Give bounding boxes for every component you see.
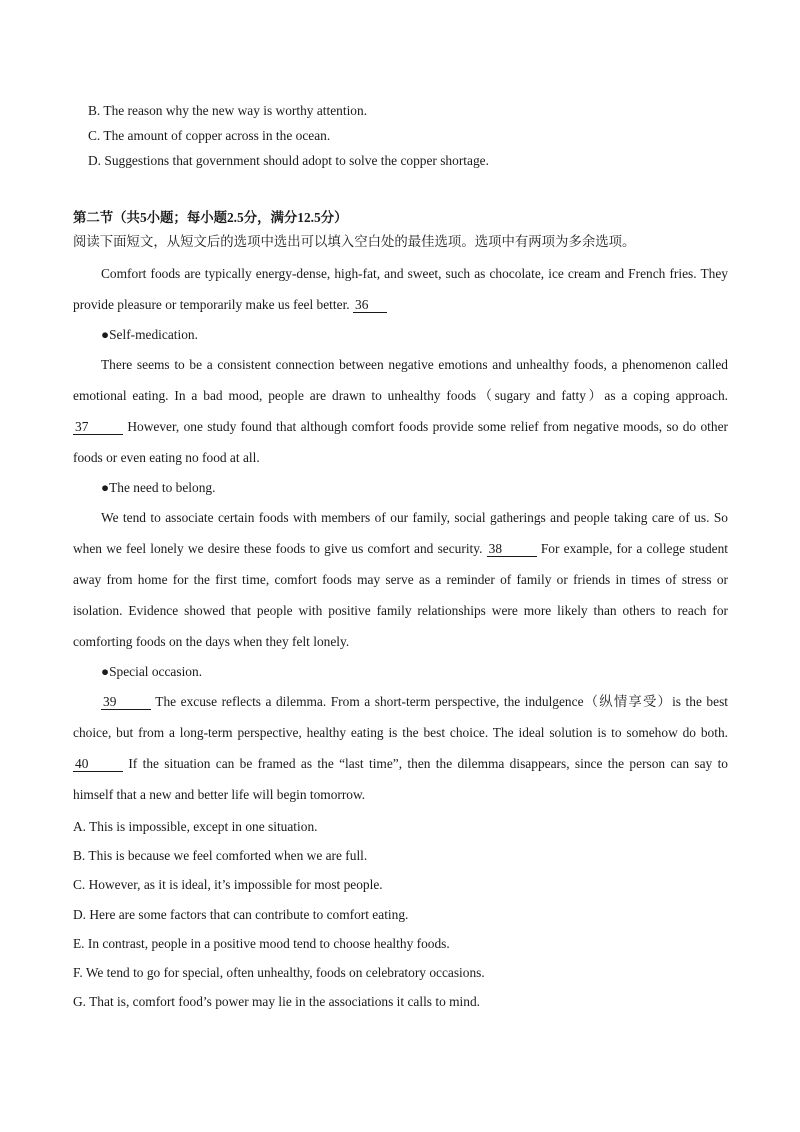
option-letter: D. — [88, 153, 102, 168]
answer-option-d: D. Here are some factors that can contribute to comfort eating. — [73, 906, 409, 922]
paragraph-text: There seems to be a consistent connection between negative emotions and unhealthy foods, a phenomenon called emotional eating. In a bad mood, people are drawn to unhealthy foods（sugary and fatty）as a coping approach. — [73, 357, 728, 403]
passage-paragraph-4 — [73, 686, 728, 810]
previous-question-options — [88, 98, 748, 173]
section-title: 第二节（共5小题；每小题2.5分，满分12.5分） — [73, 210, 348, 225]
blank-36: 36 — [353, 297, 387, 313]
answer-option-c: C. However, as it is ideal, it’s impossible for most people. — [73, 877, 383, 893]
blank-38: 38 — [487, 541, 537, 557]
passage-paragraph-2 — [73, 349, 728, 473]
blank-40: 40 — [73, 756, 123, 772]
heading-self-medication: ●Self-medication. — [101, 327, 198, 342]
paragraph-text: However, one study found that although comfort foods provide some relief from negative moods, so do other foods or even eating no food at all. — [73, 419, 728, 465]
passage-paragraph-3 — [73, 502, 728, 657]
answer-option-g: G. That is, comfort food’s power may lie in the associations it calls to mind. — [73, 994, 480, 1010]
paragraph-text: If the situation can be framed as the “last time”, then the dilemma disappears, since the person can say to himself that a new and better life will begin tomorrow. — [73, 756, 728, 802]
answer-option-e: E. In contrast, people in a positive mood tend to choose healthy foods. — [73, 935, 450, 951]
previous-option-c — [88, 123, 748, 148]
blank-37: 37 — [73, 419, 123, 435]
previous-option-b — [88, 98, 748, 123]
section-two — [73, 206, 728, 1016]
option-letter: C. — [88, 128, 101, 143]
previous-option-d — [88, 148, 748, 173]
paragraph-text: For example, for a college student away from home for the first time, comfort foods may serve as a reminder of family or friends in times of stress or isolation. Evidence showed that people with positive family relationships were more likely than others to reach for comforting foods on the days when they felt lonely. — [73, 541, 728, 649]
blank-39: 39 — [101, 694, 151, 710]
heading-special-occasion: ●Special occasion. — [101, 664, 203, 679]
option-letter: B. — [88, 103, 101, 118]
section-instructions: 阅读下面短文，从短文后的选项中选出可以填入空白处的最佳选项。选项中有两项为多余选项。 — [73, 234, 636, 249]
answer-options — [73, 812, 728, 1016]
paragraph-text: The excuse reflects a dilemma. From a short-term perspective, the indulgence（纵情享受）is the best choice, but from a long-term perspective, healthy eating is the best choice. The ideal solution is to somehow do both. — [73, 694, 729, 740]
answer-option-a: A. This is impossible, except in one situation. — [73, 819, 318, 834]
paragraph-text: We tend to associate certain foods with members of our family, social gatherings and people taking care of us. So when we feel lonely we desire these foods to give us comfort and security. — [73, 510, 728, 556]
option-text: Suggestions that government should adopt to solve the copper shortage. — [104, 153, 489, 168]
option-text: The amount of copper across in the ocean. — [103, 128, 331, 143]
passage-paragraph-1 — [73, 258, 728, 320]
answer-option-b: B. This is because we feel comforted when we are full. — [73, 848, 368, 864]
option-text: The reason why the new way is worthy attention. — [103, 103, 368, 118]
heading-need-to-belong: ●The need to belong. — [101, 480, 216, 495]
answer-option-f: F. We tend to go for special, often unhealthy, foods on celebratory occasions. — [73, 965, 485, 981]
paragraph-text: Comfort foods are typically energy-dense, high-fat, and sweet, such as chocolate, ice cream and French fries. They provide pleasure or temporarily make us feel better. — [73, 266, 728, 312]
